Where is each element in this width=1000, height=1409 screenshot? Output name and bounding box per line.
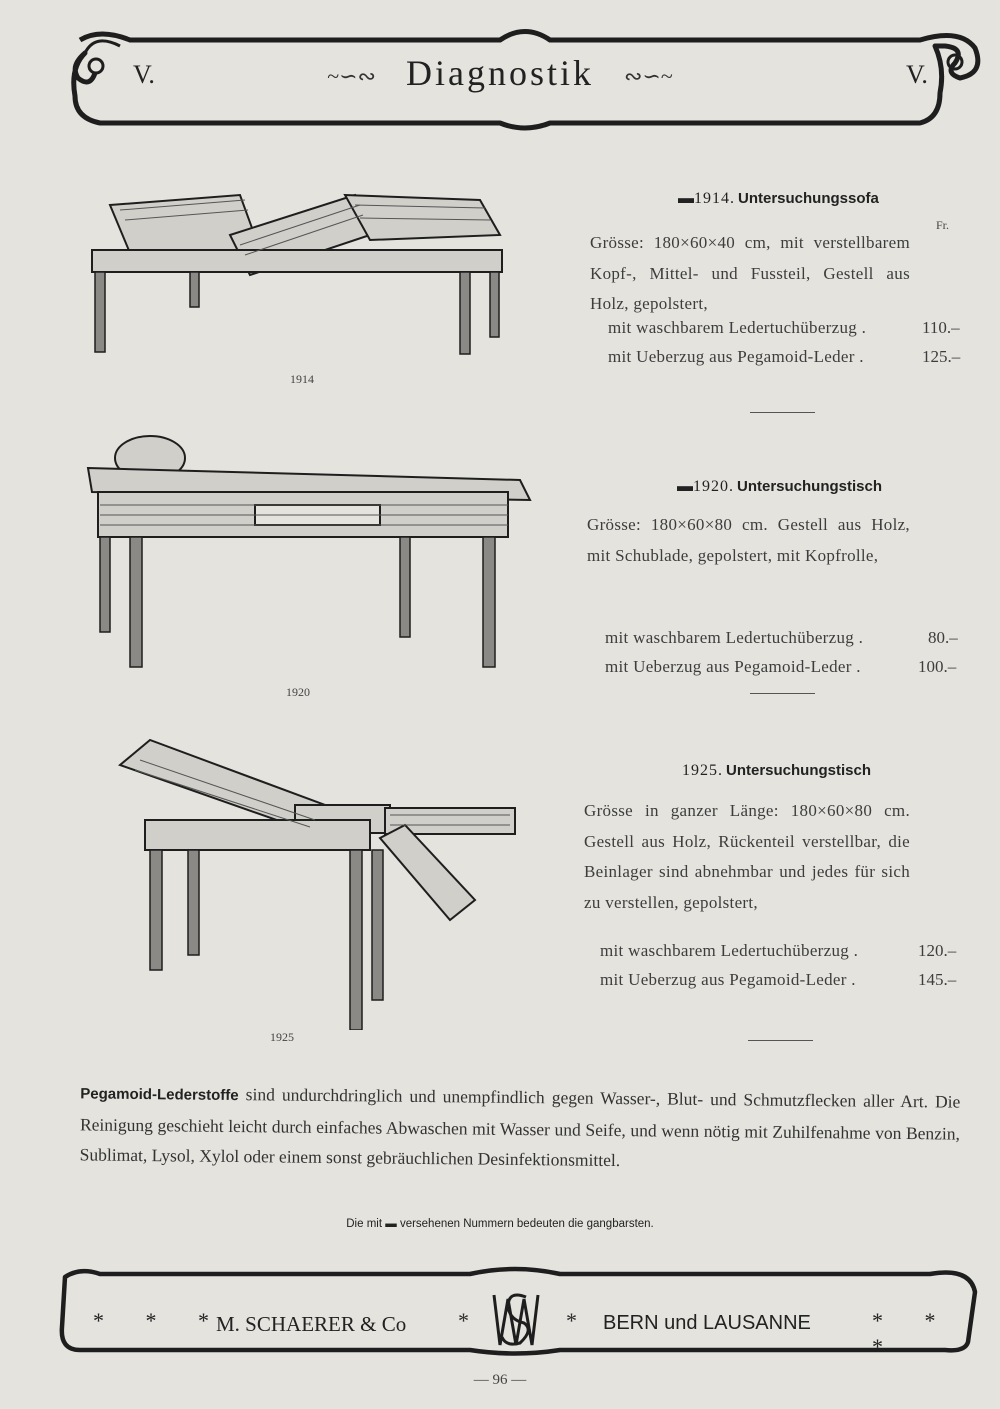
product-heading-1914: ▬1914. Untersuchungssofa xyxy=(678,190,879,207)
legend-text-before: Die mit xyxy=(346,1218,383,1230)
footer-star-right-mid: * xyxy=(566,1308,577,1333)
product-description-1914: Grösse: 180×60×40 cm, mit verstellbarem Kopf-, Mittel- und Fussteil, Gestell aus Holz, gepolstert, xyxy=(590,233,910,313)
company-location: BERN und LAUSANNE xyxy=(603,1312,811,1334)
page-number: — 96 — xyxy=(473,1372,527,1388)
option-price-1925-a: 120.– xyxy=(918,941,957,960)
section-number-left: V. xyxy=(133,60,155,89)
option-price-1920-b: 100.– xyxy=(918,657,957,676)
table-1920-illustration xyxy=(80,430,540,680)
figure-label-1920: 1920 xyxy=(286,685,310,699)
product-number-1920: 1920 xyxy=(693,478,729,495)
footer-stars-right: * * * xyxy=(872,1308,954,1359)
bestseller-mark-1914: ▬ xyxy=(678,190,694,207)
option-label-1925-b: mit Ueberzug aus Pegamoid-Leder . xyxy=(600,970,856,989)
product-heading-1925: 1925. Untersuchungstisch xyxy=(682,762,872,779)
currency-label: Fr. xyxy=(936,218,950,232)
note-text: sind undurchdringlich und unempfindlich gegen Wasser-, Blut- und Schmutzflecken aller Art. Die Reinigung geschieht leicht durch einfaches Abwaschen mit Wasser und Seife, und wenn nötig mit Zuhilfenahme von Benzin, Sublimat, Lysol, Xylol oder einem sonst gebräuchlichen Desinfektionsmittel. xyxy=(79,1084,961,1171)
product-number-1914: 1914 xyxy=(694,190,730,207)
product-heading-1920: ▬1920. Untersuchungstisch xyxy=(677,478,883,495)
pegamoid-note xyxy=(80,1077,961,1178)
option-price-1925-b: 145.– xyxy=(918,970,957,989)
table-1925-illustration xyxy=(110,730,530,1030)
separator-line xyxy=(750,693,815,694)
figure-label-1914: 1914 xyxy=(290,372,314,386)
option-price-1914-b: 125.– xyxy=(922,347,961,366)
option-label-1925-a: mit waschbarem Ledertuchüberzug . xyxy=(600,941,859,960)
product-description-1925: Grösse in ganzer Länge: 180×60×80 cm. Gestell aus Holz, Rückenteil verstellbar, die Beinlager sind abnehmbar und jedes für sich zu verstellen, gepolstert, xyxy=(584,801,910,912)
title-ornament-right: ∾∽~ xyxy=(624,63,673,89)
company-monogram-logo xyxy=(486,1285,546,1355)
separator-line xyxy=(750,412,815,413)
bestseller-legend xyxy=(0,1218,1000,1230)
separator-line xyxy=(748,1040,813,1041)
option-label-1920-b: mit Ueberzug aus Pegamoid-Leder . xyxy=(605,657,861,676)
legend-dash-icon: ▬ xyxy=(385,1218,397,1230)
company-name: M. SCHAERER & Co xyxy=(216,1312,407,1336)
product-name-1920: Untersuchungstisch xyxy=(737,478,883,495)
section-number-right: V. xyxy=(906,60,928,89)
product-name-1914: Untersuchungssofa xyxy=(738,190,879,207)
note-lead: Pegamoid-Lederstoffe xyxy=(80,1085,239,1105)
page-title: Diagnostik xyxy=(406,53,594,93)
figure-label-1925: 1925 xyxy=(270,1030,294,1044)
legend-text-after: versehenen Nummern bedeuten die gangbarsten. xyxy=(399,1218,654,1230)
footer-star-left-mid: * xyxy=(458,1308,469,1333)
option-label-1914-a: mit waschbarem Ledertuchüberzug . xyxy=(608,318,867,337)
title-ornament-left: ~∽∾ xyxy=(327,63,376,89)
product-number-1925: 1925 xyxy=(682,762,718,779)
bestseller-mark-1920: ▬ xyxy=(677,478,693,495)
option-label-1920-a: mit waschbarem Ledertuchüberzug . xyxy=(605,628,864,647)
product-name-1925: Untersuchungstisch xyxy=(726,762,872,779)
sofa-1914-illustration xyxy=(80,190,520,365)
footer-stars-left: * * * xyxy=(93,1308,227,1333)
option-price-1914-a: 110.– xyxy=(922,318,960,337)
product-description-1920: Grösse: 180×60×80 cm. Gestell aus Holz, mit Schublade, gepolstert, mit Kopfrolle, xyxy=(587,515,910,565)
option-price-1920-a: 80.– xyxy=(928,628,958,647)
option-label-1914-b: mit Ueberzug aus Pegamoid-Leder . xyxy=(608,347,864,366)
